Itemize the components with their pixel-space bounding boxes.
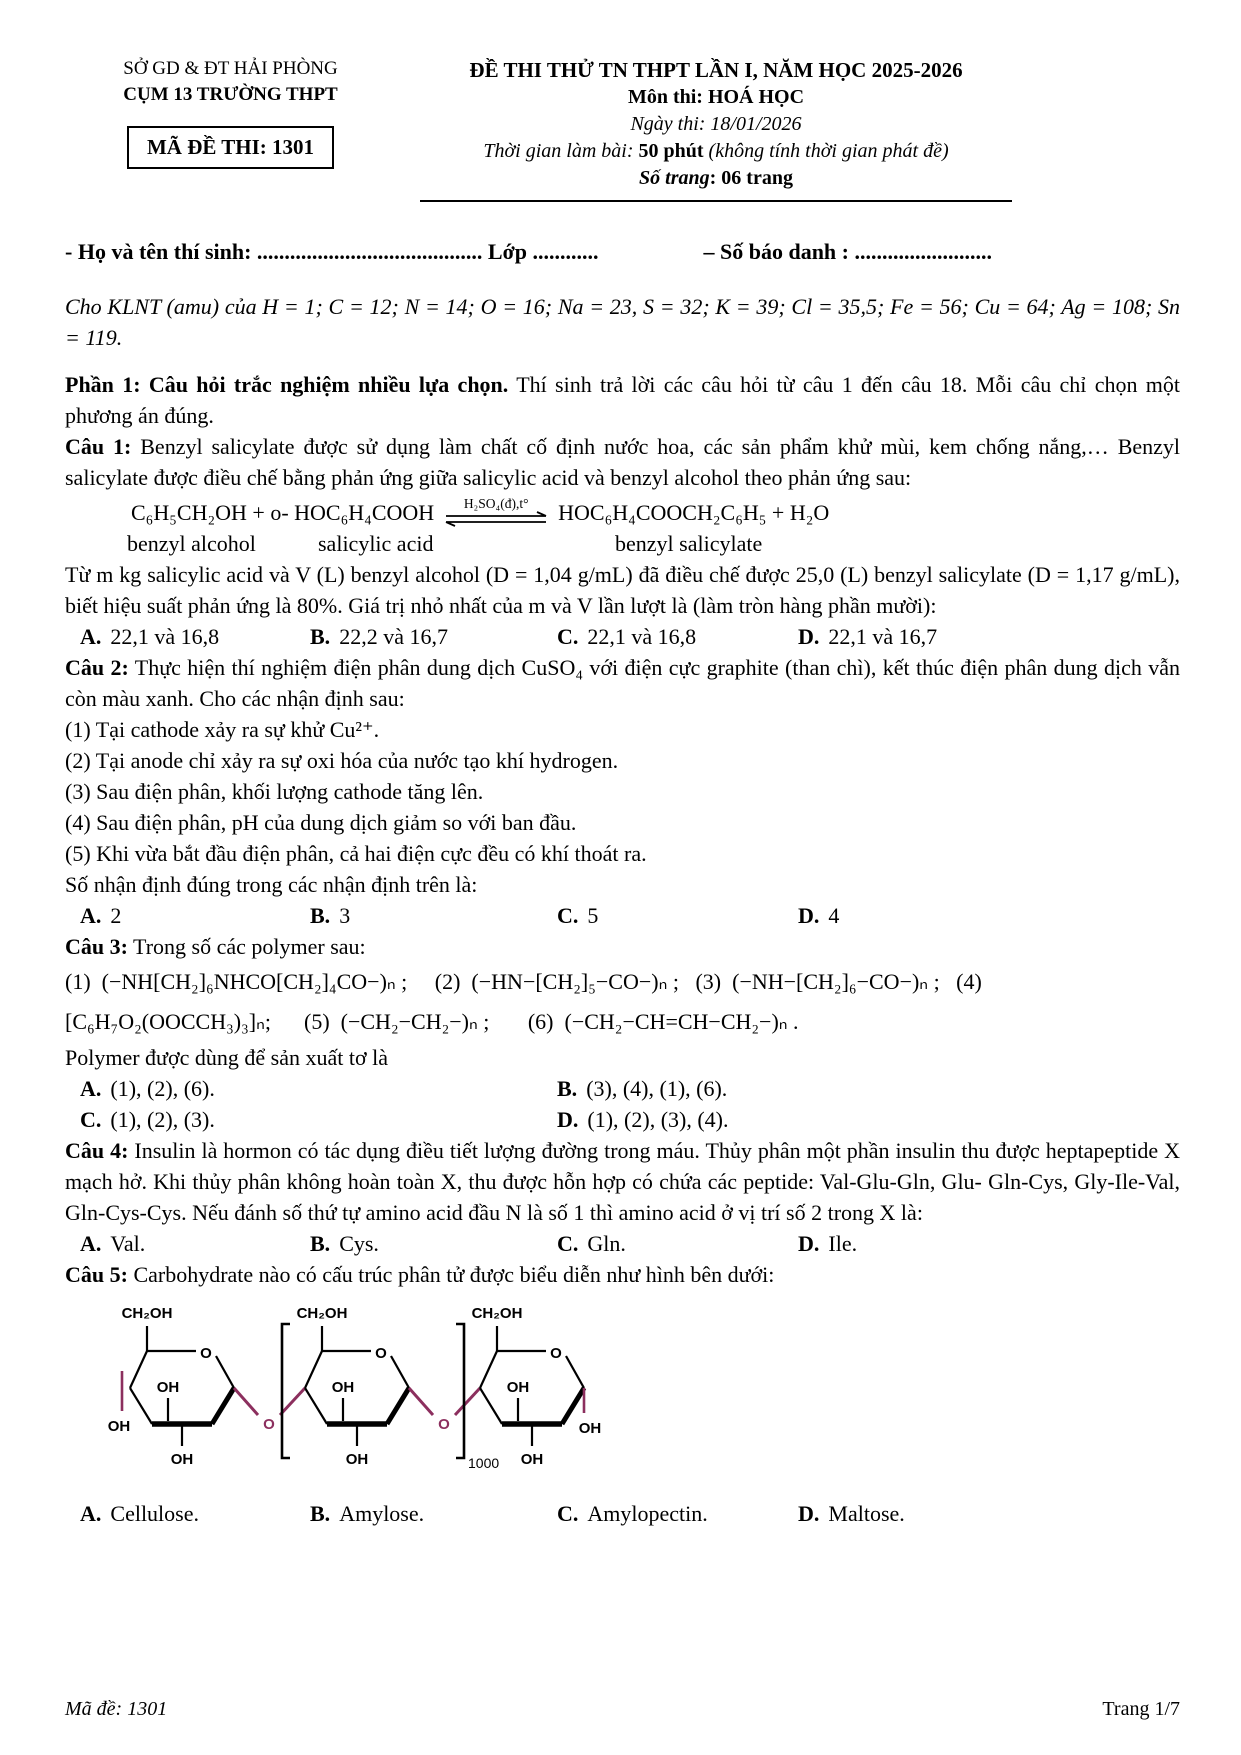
option-text: 22,1 và 16,7 <box>828 624 938 649</box>
question-3-label: Câu 3: <box>65 934 128 959</box>
option-c <box>557 900 798 931</box>
option-text: Cys. <box>339 1231 379 1256</box>
option-b <box>310 621 557 652</box>
equation-right: HOC₆H₄COOCH₂C₆H₅ + H₂O <box>558 500 830 525</box>
option-text: 5 <box>587 903 599 928</box>
oh-label: OH <box>331 1379 355 1396</box>
option-letter: C. <box>557 624 579 649</box>
question-3-options <box>65 1073 1180 1135</box>
exam-date: Ngày thi: 18/01/2026 <box>630 113 802 135</box>
question-2 <box>65 652 1180 714</box>
page-footer <box>65 1694 1180 1725</box>
option-letter: D. <box>798 903 820 928</box>
option-a <box>80 1073 557 1104</box>
ch2oh-label: CH₂OH <box>471 1305 523 1322</box>
oh-label: OH <box>520 1451 544 1468</box>
option-letter: C. <box>557 1501 579 1526</box>
statement-4: (4) Sau điện phân, pH của dung dịch giảm so với ban đầu. <box>65 810 577 835</box>
left-bracket <box>282 1324 290 1458</box>
question-4-text: Insulin là hormon có tác dụng điều tiết lượng đường trong máu. Thủy phân một phần insulin thu được heptapeptide X mạch hở. Khi thủy phân không hoàn toàn X, thu được hỗn hợp có chứa các peptide: Val-Glu-Gln, Glu- Gln-Cys, Gly-Ile-Val, Gln-Cys-Cys. Nếu đánh số thứ tự amino acid đầu N là số 1 thì amino acid ở vị trí số 2 trong X là: <box>65 1138 1180 1225</box>
exam-subject: Môn thi: HOÁ HỌC <box>627 86 805 108</box>
question-1 <box>65 431 1180 493</box>
option-letter: D. <box>798 624 820 649</box>
department-name: SỞ GD & ĐT HẢI PHÒNG <box>123 58 338 79</box>
equation-left: C₆H₅CH₂OH + o- HOC₆H₄COOH <box>131 500 435 525</box>
question-1-text2: Từ m kg salicylic acid và V (L) benzyl alcohol (D = 1,04 g/mL) đã điều chế được 25,0 (L) benzyl salicylate (D = 1,17 g/mL), biết hiệu suất phản ứng là 80%. Giá trị nhỏ nhất của m và V lần lượt là (làm tròn hàng phần mười): <box>65 562 1180 618</box>
question-2-label: Câu 2: <box>65 655 129 680</box>
student-class-label: Lớp ............ <box>487 239 599 264</box>
polymer-list-line1: (1) (−NH[CH₂]₆NHCO[CH₂]₄CO−)ₙ ; (2) (−HN−[CH₂]₅−CO−)ₙ ; (3) (−NH−[CH₂]₆−CO−)ₙ ; (4) <box>65 969 982 994</box>
ch2oh-label: CH₂OH <box>296 1305 348 1322</box>
option-letter: B. <box>557 1076 578 1101</box>
option-text: Maltose. <box>828 1501 905 1526</box>
student-name-field <box>65 236 599 267</box>
header-left <box>93 56 368 169</box>
option-a <box>80 1498 310 1529</box>
statement-5: (5) Khi vừa bắt đầu điện phân, cả hai điện cực đều có khí thoát ra. <box>65 841 647 866</box>
question-4-label: Câu 4: <box>65 1138 129 1163</box>
question-1-label: Câu 1: <box>65 434 132 459</box>
question-1-options <box>65 621 1180 652</box>
question-3-prompt: Polymer được dùng để sản xuất tơ là <box>65 1045 388 1070</box>
question-5-text: Carbohydrate nào có cấu trúc phân tử được biểu diễn như hình bên dưới: <box>127 1262 775 1287</box>
exam-pages <box>420 165 1012 192</box>
option-letter: B. <box>310 1501 331 1526</box>
equation-species-names <box>65 528 1180 559</box>
student-info-line <box>65 236 1180 267</box>
part1-instructions: Thí sinh trả lời các câu hỏi từ câu 1 đến câu 18. Mỗi câu chỉ chọn một phương án đúng. <box>65 372 1180 428</box>
glycosidic-oxygen-label: O <box>438 1416 450 1433</box>
option-text: Amylopectin. <box>587 1501 708 1526</box>
option-letter: A. <box>80 1501 102 1526</box>
oh-label: OH <box>170 1451 194 1468</box>
statement-2: (2) Tại anode chỉ xảy ra sự oxi hóa của nước tạo khí hydrogen. <box>65 748 619 773</box>
option-a <box>80 900 310 931</box>
option-c <box>557 1228 798 1259</box>
duration-note: (không tính thời gian phát đề) <box>708 140 949 162</box>
question-5-label: Câu 5: <box>65 1262 128 1287</box>
ring-oxygen-label: O <box>200 1345 212 1362</box>
right-bracket <box>456 1324 464 1458</box>
option-text: 3 <box>339 903 351 928</box>
question-2-text: Thực hiện thí nghiệm điện phân dung dịch CuSO₄ với điện cực graphite (than chì), kết thúc điện phân dung dịch vẫn còn màu xanh. Cho các nhận định sau: <box>65 655 1180 711</box>
footer-exam-code: Mã đề: 1301 <box>65 1698 168 1720</box>
exam-title: ĐỀ THI THỬ TN THPT LẦN I, NĂM HỌC 2025-2026 <box>469 58 963 82</box>
glycosidic-oxygen-label: O <box>263 1416 275 1433</box>
equilibrium-arrow <box>442 497 550 528</box>
ch2oh-label: CH₂OH <box>121 1305 173 1322</box>
ring-oxygen-label: O <box>375 1345 387 1362</box>
question-4 <box>65 1135 1180 1228</box>
oh-label: OH <box>578 1420 602 1437</box>
species-benzyl-salicylate: benzyl salicylate <box>615 531 763 556</box>
repeat-subscript: 1000 <box>468 1455 500 1471</box>
option-letter: D. <box>798 1231 820 1256</box>
species-salicylic-acid: salicylic acid <box>318 531 434 556</box>
question-5 <box>65 1259 1180 1290</box>
option-letter: A. <box>80 903 102 928</box>
option-text: Amylose. <box>339 1501 425 1526</box>
option-c <box>557 621 798 652</box>
option-letter: C. <box>557 903 579 928</box>
ring-oxygen-label: O <box>550 1345 562 1362</box>
polymer-list-line2: [C₆H₇O₂(OOCCH₃)₃]ₙ; (5) (−CH₂−CH₂−)ₙ ; (6) (−CH₂−CH=CH−CH₂−)ₙ . <box>65 1009 799 1034</box>
header-right <box>420 56 1012 202</box>
option-text: Ile. <box>828 1231 858 1256</box>
option-d <box>798 1498 1180 1529</box>
option-text: Cellulose. <box>110 1501 199 1526</box>
option-letter: A. <box>80 1076 102 1101</box>
option-d <box>798 621 1180 652</box>
option-letter: D. <box>798 1501 820 1526</box>
footer-page-number: Trang 1/7 <box>1102 1698 1180 1720</box>
species-benzyl-alcohol: benzyl alcohol <box>127 531 256 556</box>
question-3-intro: Trong số các polymer sau: <box>127 934 366 959</box>
student-id-field: – Số báo danh : ......................... <box>703 239 992 264</box>
option-c <box>557 1498 798 1529</box>
option-d <box>798 900 1180 931</box>
option-text: 22,1 và 16,8 <box>110 624 220 649</box>
option-text: 22,1 và 16,8 <box>587 624 697 649</box>
oh-label: OH <box>506 1379 530 1396</box>
option-b <box>310 1228 557 1259</box>
option-a <box>80 621 310 652</box>
option-b <box>557 1073 1180 1104</box>
statement-3: (3) Sau điện phân, khối lượng cathode tăng lên. <box>65 779 484 804</box>
option-text: (1), (2), (6). <box>110 1076 215 1101</box>
option-letter: C. <box>80 1107 102 1132</box>
question-5-options <box>65 1498 1180 1529</box>
question-2-options <box>65 900 1180 931</box>
exam-duration <box>420 138 1012 165</box>
option-letter: D. <box>557 1107 579 1132</box>
reaction-equation <box>65 497 1180 528</box>
part1-label: Phần 1: Câu hỏi trắc nghiệm nhiều lựa chọn. <box>65 372 509 397</box>
option-text: 2 <box>110 903 122 928</box>
duration-value: 50 phút <box>638 140 704 162</box>
catalyst-label: H₂SO₄(đ),t° <box>463 496 529 511</box>
question-3 <box>65 931 1180 962</box>
pages-label: Số trang <box>639 167 710 189</box>
option-text: 4 <box>828 903 840 928</box>
oh-label: OH <box>107 1418 131 1435</box>
pages-value: : 06 trang <box>709 167 793 189</box>
option-letter: C. <box>557 1231 579 1256</box>
option-c <box>80 1104 557 1135</box>
atomic-mass-note: Cho KLNT (amu) của H = 1; C = 12; N = 14; O = 16; Na = 23, S = 32; K = 39; Cl = 35,5; Fe = 56; Cu = 64; Ag = 108; Sn = 119. <box>65 294 1180 350</box>
student-name-label: - Họ và tên thí sinh: ......................................... <box>65 239 483 264</box>
option-text: (1), (2), (3). <box>110 1107 215 1132</box>
question-1-text: Benzyl salicylate được sử dụng làm chất cố định nước hoa, các sản phẩm khử mùi, kem chống nắng,… Benzyl salicylate được điều chế bằng phản ứng giữa salicylic acid và benzyl alcohol theo phản ứng sau: <box>65 434 1181 490</box>
option-a <box>80 1228 310 1259</box>
option-b <box>310 1498 557 1529</box>
option-d <box>798 1228 1180 1259</box>
polysaccharide-diagram <box>77 1296 637 1488</box>
oh-label: OH <box>156 1379 180 1396</box>
school-cluster-name: CỤM 13 TRƯỜNG THPT <box>123 84 338 105</box>
header <box>65 56 1180 202</box>
option-letter: B. <box>310 903 331 928</box>
option-letter: A. <box>80 624 102 649</box>
option-text: (1), (2), (3), (4). <box>587 1107 729 1132</box>
option-d <box>557 1104 1180 1135</box>
option-text: 22,2 và 16,7 <box>339 624 448 649</box>
option-b <box>310 900 557 931</box>
option-text: (3), (4), (1), (6). <box>586 1076 728 1101</box>
question-4-options <box>65 1228 1180 1259</box>
duration-label: Thời gian làm bài: <box>483 140 634 162</box>
option-letter: B. <box>310 624 331 649</box>
part1-heading <box>65 369 1180 431</box>
option-letter: A. <box>80 1231 102 1256</box>
option-text: Val. <box>110 1231 146 1256</box>
carbohydrate-structure-figure <box>77 1296 1180 1496</box>
exam-code: MÃ ĐỀ THI: 1301 <box>146 135 315 159</box>
statement-1: (1) Tại cathode xảy ra sự khử Cu²⁺. <box>65 717 380 742</box>
equilibrium-harpoons-icon <box>442 511 550 528</box>
option-text: Gln. <box>587 1231 626 1256</box>
question-2-prompt: Số nhận định đúng trong các nhận định trên là: <box>65 872 478 897</box>
exam-code-box <box>127 126 334 169</box>
option-letter: B. <box>310 1231 331 1256</box>
oh-label: OH <box>345 1451 369 1468</box>
